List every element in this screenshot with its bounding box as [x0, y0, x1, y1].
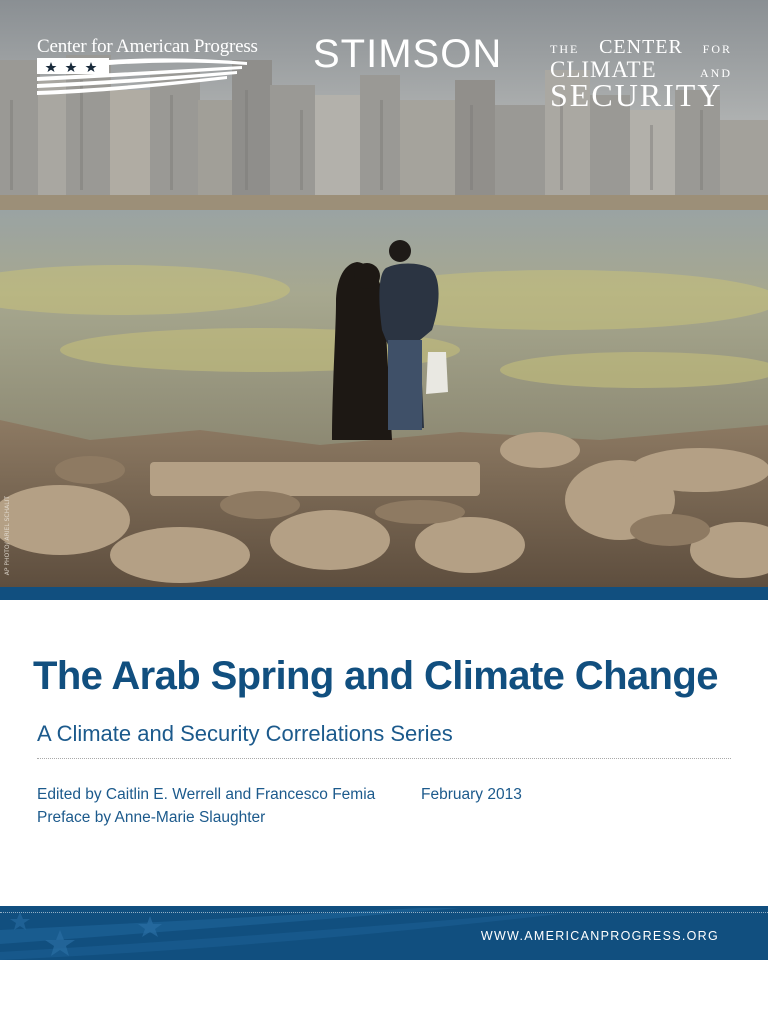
- website-link[interactable]: WWW.AMERICANPROGRESS.ORG: [480, 929, 719, 943]
- photo-credit: AP PHOTO/ ARIEL SCHALIT: [4, 496, 11, 576]
- ccs-the: THE: [550, 42, 580, 56]
- divider-band: [0, 587, 768, 600]
- preface-line: Preface by Anne-Marie Slaughter: [37, 809, 266, 826]
- partner-logos: [0, 0, 768, 120]
- cap-logo: Center for American Progress: [37, 36, 258, 57]
- flag-stripes-icon: [37, 56, 249, 96]
- ccs-center: CENTER: [599, 36, 683, 58]
- ccs-security: SECURITY: [550, 77, 723, 113]
- publication-date: February 2013: [421, 786, 522, 803]
- footer-dotted-line: [0, 912, 768, 913]
- report-subtitle: A Climate and Security Correlations Series: [37, 721, 453, 746]
- report-title: The Arab Spring and Climate Change: [33, 654, 718, 698]
- climate-security-logo: [550, 36, 732, 114]
- editors-line: Edited by Caitlin E. Werrell and Francesco Femia: [37, 786, 376, 803]
- credits-block: [37, 783, 375, 829]
- ccs-for: FOR: [702, 42, 732, 56]
- ccs-climate: CLIMATE: [550, 57, 657, 82]
- dotted-divider: [37, 758, 731, 759]
- ccs-and: AND: [700, 66, 732, 80]
- stimson-logo: STIMSON: [313, 32, 503, 76]
- footer-bar: [0, 906, 768, 960]
